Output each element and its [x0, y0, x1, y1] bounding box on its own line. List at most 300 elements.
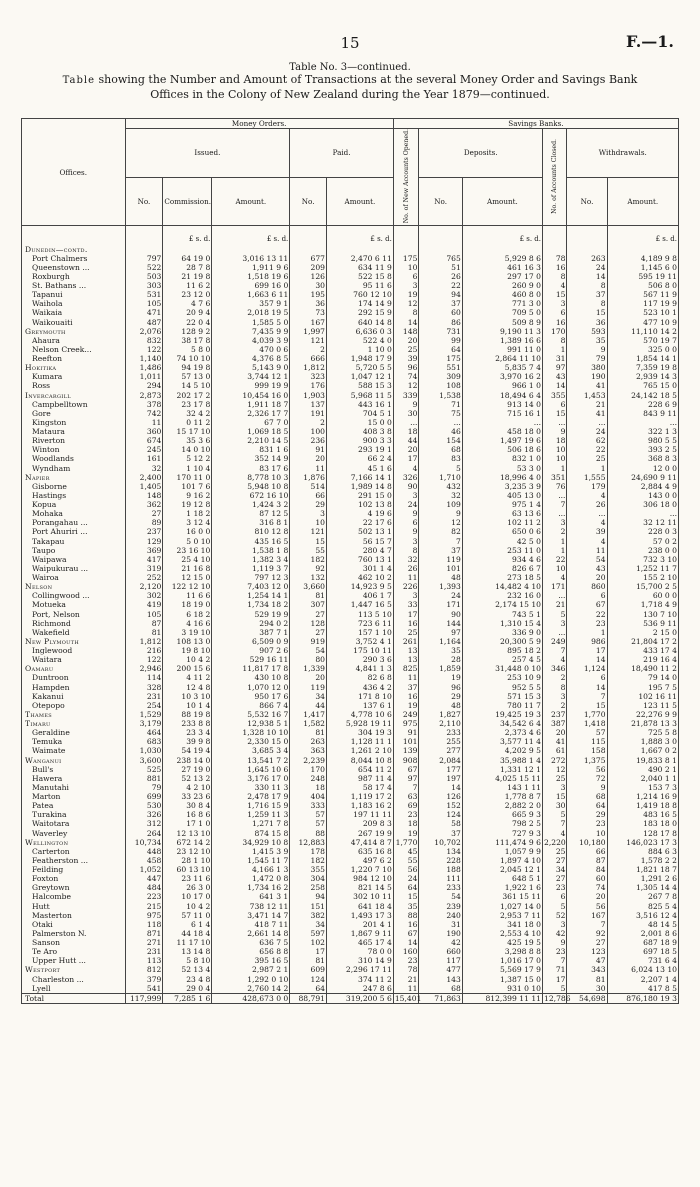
issued-commission-cell: 25 4 10 — [163, 555, 212, 564]
issued-amount-cell: 1,328 10 10 — [212, 728, 290, 737]
issued-commission-cell: 12 15 0 — [163, 573, 212, 582]
accounts-closed-cell: 7 — [543, 646, 567, 655]
withdrawals-amount-cell: 2,884 4 9 — [607, 482, 678, 491]
table-row — [22, 673, 679, 682]
paid-amount-cell: 465 17 4 — [327, 938, 394, 947]
paid-amount-cell: 310 14 9 — [327, 956, 394, 965]
withdrawals-no-cell: 35 — [567, 336, 607, 345]
issued-no-cell: 503 — [125, 272, 163, 281]
issued-commission-cell: 60 13 10 — [163, 865, 212, 874]
issued-commission-cell: 11 6 2 — [163, 281, 212, 290]
paid-amount-cell: 113 5 10 — [327, 610, 394, 619]
accounts-closed-cell: 27 — [543, 874, 567, 883]
units-deposits-amount: £ s. d. — [462, 235, 542, 244]
deposits-amount-cell: 461 16 3 — [462, 263, 542, 272]
accounts-closed-cell: 21 — [543, 600, 567, 609]
table-row — [22, 281, 679, 290]
accounts-closed-cell: 3 — [543, 518, 567, 527]
paid-no-cell: 81 — [290, 728, 327, 737]
withdrawals-no-cell: 1,770 — [567, 710, 607, 719]
paid-amount-cell: 47,414 8 7 — [327, 838, 394, 847]
caption-text: showing the Number and Amount of Transactions at the several Money Order and Savings Bank — [98, 73, 638, 86]
paid-amount-cell: 197 11 11 — [327, 810, 394, 819]
paid-amount-cell: 900 3 3 — [327, 436, 394, 445]
new-accounts-cell: 20 — [393, 336, 419, 345]
deposits-amount-cell: 895 18 2 — [462, 646, 542, 655]
paid-no-cell: 182 — [290, 856, 327, 865]
paid-no-cell: 137 — [290, 400, 327, 409]
issued-amount-cell: 1,663 6 11 — [212, 290, 290, 299]
issued-commission-cell: 4 11 2 — [163, 673, 212, 682]
issued-no-cell: 148 — [125, 491, 163, 500]
issued-no-cell: 683 — [125, 737, 163, 746]
new-accounts-cell: 25 — [393, 628, 419, 637]
total-issued-commission-cell: 7,285 1 6 — [163, 993, 212, 1003]
issued-amount-cell: 7,435 9 9 — [212, 327, 290, 336]
office-name: Te Aro — [22, 947, 126, 956]
table-row — [22, 263, 679, 272]
withdrawals-no-header: No. — [567, 177, 607, 226]
table-row — [22, 363, 679, 372]
office-name: Dunedin—contd. — [22, 245, 126, 254]
paid-no-cell: 3 — [290, 509, 327, 518]
office-name: Kumara — [22, 372, 126, 381]
new-accounts-cell: 64 — [393, 883, 419, 892]
table-row — [22, 491, 679, 500]
withdrawals-amount-cell: 12 0 0 — [607, 464, 678, 473]
withdrawals-amount-cell: 687 18 9 — [607, 938, 678, 947]
deposits-no-cell: 68 — [419, 445, 462, 454]
issued-no-cell: 1,405 — [125, 482, 163, 491]
withdrawals-amount-cell: 3,516 12 4 — [607, 911, 678, 920]
paid-amount-cell: 171 8 10 — [327, 692, 394, 701]
paid-no-cell: 121 — [290, 336, 327, 345]
paid-amount-cell: 588 15 3 — [327, 381, 394, 390]
withdrawals-no-cell: 22 — [567, 610, 607, 619]
accounts-closed-cell: 3 — [543, 920, 567, 929]
table-row — [22, 965, 679, 974]
issued-no-cell: 881 — [125, 774, 163, 783]
new-accounts-header: No. of New Accounts Opened. — [393, 129, 419, 226]
table-row — [22, 345, 679, 354]
paid-amount-cell: 102 13 8 — [327, 500, 394, 509]
issued-commission-cell: 23 17 8 — [163, 400, 212, 409]
withdrawals-no-cell: 39 — [567, 527, 607, 536]
table-caption-line1 — [14, 73, 686, 88]
paid-no-cell — [290, 245, 327, 254]
paid-amount-cell: 5,720 5 5 — [327, 363, 394, 372]
issued-no-cell: 89 — [125, 518, 163, 527]
deposits-amount-cell: 506 18 6 — [462, 445, 542, 454]
new-accounts-cell: 67 — [393, 929, 419, 938]
accounts-closed-cell: 8 — [543, 272, 567, 281]
paid-amount-cell: 5,968 11 5 — [327, 391, 394, 400]
deposits-no-cell: 75 — [419, 409, 462, 418]
issued-no-cell: 1,052 — [125, 865, 163, 874]
deposits-no-cell: 152 — [419, 801, 462, 810]
issued-amount-cell: 470 0 6 — [212, 345, 290, 354]
withdrawals-amount-cell: 11,110 14 2 — [607, 327, 678, 336]
table-row — [22, 975, 679, 984]
withdrawals-amount-header: Amount. — [607, 177, 678, 226]
withdrawals-no-cell: 4 — [567, 491, 607, 500]
table-row — [22, 308, 679, 317]
paid-amount-header: Amount. — [327, 177, 394, 226]
issued-no-cell: 674 — [125, 436, 163, 445]
withdrawals-amount-cell: 48 14 5 — [607, 920, 678, 929]
issued-amount-cell: 1,734 18 2 — [212, 600, 290, 609]
paid-no-cell: 88 — [290, 829, 327, 838]
withdrawals-header: Withdrawals. — [567, 129, 679, 178]
issued-commission-cell: 54 19 4 — [163, 746, 212, 755]
office-name: Otaki — [22, 920, 126, 929]
accounts-closed-cell: 237 — [543, 710, 567, 719]
office-name: Porangahau ... — [22, 518, 126, 527]
office-name: Kopua — [22, 500, 126, 509]
withdrawals-no-cell: 24 — [567, 263, 607, 272]
withdrawals-no-cell: 380 — [567, 363, 607, 372]
withdrawals-amount-cell: 725 5 8 — [607, 728, 678, 737]
table-row — [22, 290, 679, 299]
deposits-amount-cell: 425 19 5 — [462, 938, 542, 947]
office-name: Wellington — [22, 838, 126, 847]
new-accounts-cell: 24 — [393, 874, 419, 883]
paid-amount-cell: 301 1 4 — [327, 564, 394, 573]
issued-amount-cell: 1,119 3 7 — [212, 564, 290, 573]
issued-amount-cell: 1,585 5 0 — [212, 318, 290, 327]
deposits-no-cell: 1,710 — [419, 473, 462, 482]
new-accounts-cell: 14 — [393, 318, 419, 327]
issued-commission-cell: 10 3 10 — [163, 692, 212, 701]
table-row — [22, 883, 679, 892]
accounts-closed-cell: 20 — [543, 728, 567, 737]
paid-amount-cell: 58 17 4 — [327, 783, 394, 792]
paid-amount-cell: 293 19 1 — [327, 445, 394, 454]
issued-no-cell: 3,179 — [125, 719, 163, 728]
new-accounts-cell: 17 — [393, 454, 419, 463]
paid-no-cell: 666 — [290, 354, 327, 363]
office-name: Waitotara — [22, 819, 126, 828]
table-row — [22, 856, 679, 865]
issued-no-cell: 1,011 — [125, 372, 163, 381]
issued-no-cell: 114 — [125, 673, 163, 682]
table-row — [22, 482, 679, 491]
accounts-closed-cell: 23 — [543, 883, 567, 892]
office-name: Waihola — [22, 299, 126, 308]
withdrawals-amount-cell: 1,145 6 0 — [607, 263, 678, 272]
issued-amount-cell: 11,817 17 8 — [212, 664, 290, 673]
withdrawals-amount-cell: 2,001 8 6 — [607, 929, 678, 938]
new-accounts-cell: 249 — [393, 710, 419, 719]
deposits-no-cell: 731 — [419, 327, 462, 336]
issued-no-cell: 27 — [125, 509, 163, 518]
paid-amount-cell: 641 18 4 — [327, 902, 394, 911]
withdrawals-amount-cell: 1,578 2 2 — [607, 856, 678, 865]
paid-amount-cell: 1,183 16 2 — [327, 801, 394, 810]
paid-no-cell: 15 — [290, 537, 327, 546]
issued-no-cell: 326 — [125, 810, 163, 819]
table-row — [22, 783, 679, 792]
paid-amount-cell: 290 3 6 — [327, 655, 394, 664]
issued-amount-cell: 1,424 3 2 — [212, 500, 290, 509]
paid-amount-cell: 635 16 8 — [327, 847, 394, 856]
withdrawals-amount-cell: 195 7 5 — [607, 683, 678, 692]
deposits-no-cell: 99 — [419, 336, 462, 345]
issued-amount-cell: 950 17 6 — [212, 692, 290, 701]
paid-no-cell: 263 — [290, 737, 327, 746]
deposits-no-cell: 240 — [419, 911, 462, 920]
deposits-no-cell: 10,702 — [419, 838, 462, 847]
issued-no-cell: 448 — [125, 847, 163, 856]
issued-commission-cell: 94 19 8 — [163, 363, 212, 372]
deposits-no-cell: 228 — [419, 856, 462, 865]
table-row — [22, 701, 679, 710]
withdrawals-no-cell: 84 — [567, 865, 607, 874]
issued-no-cell: 2,873 — [125, 391, 163, 400]
issued-no-cell: 231 — [125, 692, 163, 701]
issued-header: Issued. — [125, 129, 290, 178]
paid-amount-cell: 201 4 1 — [327, 920, 394, 929]
withdrawals-amount-cell: 1,419 18 8 — [607, 801, 678, 810]
issued-no-cell: 531 — [125, 290, 163, 299]
issued-commission-cell: 33 23 6 — [163, 792, 212, 801]
deposits-no-cell: 154 — [419, 436, 462, 445]
new-accounts-cell: 18 — [393, 427, 419, 436]
accounts-closed-cell: 272 — [543, 756, 567, 765]
deposits-amount-cell: 405 13 0 — [462, 491, 542, 500]
paid-amount-cell: 462 10 2 — [327, 573, 394, 582]
table-row — [22, 911, 679, 920]
issued-amount-cell: 636 7 5 — [212, 938, 290, 947]
accounts-closed-cell: 15 — [543, 409, 567, 418]
paid-no-cell: 919 — [290, 637, 327, 646]
new-accounts-cell: 91 — [393, 728, 419, 737]
office-name: Port, Nelson — [22, 610, 126, 619]
withdrawals-no-cell: ... — [567, 418, 607, 427]
deposits-no-cell: 48 — [419, 573, 462, 582]
units-withdrawals-amount: £ s. d. — [607, 235, 678, 244]
deposits-amount-cell: 991 11 0 — [462, 345, 542, 354]
deposits-no-cell: 239 — [419, 902, 462, 911]
withdrawals-no-cell: 10,180 — [567, 838, 607, 847]
office-name: Collingwood ... — [22, 591, 126, 600]
new-accounts-cell: 3 — [393, 591, 419, 600]
paid-no-cell: 2,239 — [290, 756, 327, 765]
withdrawals-no-cell: 67 — [567, 600, 607, 609]
accounts-closed-cell: 10 — [543, 445, 567, 454]
table-row — [22, 829, 679, 838]
table-title — [14, 62, 686, 102]
deposits-amount-cell: 650 0 6 — [462, 527, 542, 536]
issued-no-cell: 379 — [125, 975, 163, 984]
paid-no-cell: 57 — [290, 810, 327, 819]
withdrawals-amount-cell: 123 11 5 — [607, 701, 678, 710]
issued-commission-cell: 170 11 0 — [163, 473, 212, 482]
withdrawals-amount-cell: 228 0 3 — [607, 527, 678, 536]
paid-header: Paid. — [290, 129, 394, 178]
deposits-amount-cell: 1,016 17 0 — [462, 956, 542, 965]
withdrawals-amount-cell: 1,718 4 9 — [607, 600, 678, 609]
issued-amount-cell: 395 16 5 — [212, 956, 290, 965]
issued-no-cell: 378 — [125, 400, 163, 409]
table-row — [22, 947, 679, 956]
deposits-amount-cell: 253 11 0 — [462, 546, 542, 555]
issued-commission-cell: 74 10 10 — [163, 354, 212, 363]
withdrawals-amount-cell: 1,854 14 1 — [607, 354, 678, 363]
deposits-amount-cell: 18,996 4 0 — [462, 473, 542, 482]
withdrawals-no-cell: 9 — [567, 783, 607, 792]
deposits-no-cell: 90 — [419, 610, 462, 619]
withdrawals-amount-cell: 306 18 0 — [607, 500, 678, 509]
withdrawals-amount-cell: 843 9 11 — [607, 409, 678, 418]
office-name: Greytown — [22, 883, 126, 892]
issued-commission-cell: 108 13 0 — [163, 637, 212, 646]
paid-amount-cell: 640 14 8 — [327, 318, 394, 327]
deposits-amount-cell: 743 5 1 — [462, 610, 542, 619]
withdrawals-amount-cell: 1,667 0 2 — [607, 746, 678, 755]
office-name: Feilding — [22, 865, 126, 874]
withdrawals-no-cell: 26 — [567, 500, 607, 509]
accounts-closed-cell: 1 — [543, 464, 567, 473]
accounts-closed-cell: 7 — [543, 956, 567, 965]
deposits-no-cell: 111 — [419, 874, 462, 883]
issued-no-cell: 2,400 — [125, 473, 163, 482]
accounts-closed-cell: 25 — [543, 847, 567, 856]
paid-amount-cell: 1,867 9 11 — [327, 929, 394, 938]
issued-commission-cell: 23 12 0 — [163, 290, 212, 299]
deposits-no-cell: 86 — [419, 318, 462, 327]
issued-commission-cell: 28 7 8 — [163, 263, 212, 272]
paid-no-cell: 27 — [290, 628, 327, 637]
table-row — [22, 984, 679, 994]
accounts-closed-cell: 5 — [543, 810, 567, 819]
issued-commission-cell: 233 8 8 — [163, 719, 212, 728]
paid-no-cell: 404 — [290, 792, 327, 801]
office-name: Inglewood — [22, 646, 126, 655]
paid-amount-cell: 2,296 17 11 — [327, 965, 394, 974]
deposits-no-cell: 19 — [419, 673, 462, 682]
deposits-amount-cell: 709 5 0 — [462, 308, 542, 317]
office-name: Otepopo — [22, 701, 126, 710]
issued-amount-cell: 430 10 8 — [212, 673, 290, 682]
withdrawals-no-cell: 15 — [567, 308, 607, 317]
new-accounts-cell: 30 — [393, 409, 419, 418]
office-name: Duntroon — [22, 673, 126, 682]
accounts-closed-cell: 2 — [543, 673, 567, 682]
accounts-closed-cell: 22 — [543, 555, 567, 564]
table-row — [22, 728, 679, 737]
deposits-amount-cell: 63 13 6 — [462, 509, 542, 518]
issued-amount-cell: 1,382 3 4 — [212, 555, 290, 564]
issued-no-cell: 216 — [125, 646, 163, 655]
withdrawals-amount-cell: 102 16 11 — [607, 692, 678, 701]
deposits-amount-cell: 35,988 1 4 — [462, 756, 542, 765]
deposits-no-cell: 96 — [419, 683, 462, 692]
paid-no-cell: 36 — [290, 299, 327, 308]
withdrawals-amount-cell: 570 19 7 — [607, 336, 678, 345]
paid-no-cell: 1,997 — [290, 327, 327, 336]
paid-no-cell: 124 — [290, 975, 327, 984]
issued-amount-cell: 866 7 4 — [212, 701, 290, 710]
new-accounts-cell: 148 — [393, 327, 419, 336]
office-name: Greymouth — [22, 327, 126, 336]
issued-commission-cell: 38 17 8 — [163, 336, 212, 345]
deposits-amount-cell: 143 1 11 — [462, 783, 542, 792]
issued-commission-cell: 23 11 6 — [163, 874, 212, 883]
deposits-amount-cell: 31,448 0 10 — [462, 664, 542, 673]
issued-amount-cell: 13,541 7 2 — [212, 756, 290, 765]
accounts-closed-cell: ... — [543, 491, 567, 500]
office-name: Kakanui — [22, 692, 126, 701]
withdrawals-amount-cell: 24,142 18 5 — [607, 391, 678, 400]
paid-amount-cell: 78 0 0 — [327, 947, 394, 956]
withdrawals-no-cell: 41 — [567, 381, 607, 390]
table-row — [22, 445, 679, 454]
office-name: Geraldine — [22, 728, 126, 737]
new-accounts-cell: 908 — [393, 756, 419, 765]
deposits-amount-cell: 232 16 0 — [462, 591, 542, 600]
table-row — [22, 500, 679, 509]
accounts-closed-cell: 52 — [543, 911, 567, 920]
deposits-no-header: No. — [419, 177, 462, 226]
issued-amount-cell: 699 16 0 — [212, 281, 290, 290]
issued-commission-cell: 5 8 10 — [163, 956, 212, 965]
paid-no-cell: 195 — [290, 290, 327, 299]
accounts-closed-cell: 7 — [543, 819, 567, 828]
issued-no-cell: 87 — [125, 619, 163, 628]
paid-amount-cell: 4 19 6 — [327, 509, 394, 518]
paid-no-cell: 57 — [290, 819, 327, 828]
issued-commission-cell: 5 12 2 — [163, 454, 212, 463]
paid-amount-cell: 497 6 2 — [327, 856, 394, 865]
withdrawals-no-cell: 11 — [567, 546, 607, 555]
withdrawals-amount-cell: 1,252 11 7 — [607, 564, 678, 573]
issued-no-cell: 471 — [125, 308, 163, 317]
paid-amount-cell: 1 10 0 — [327, 345, 394, 354]
table-row — [22, 354, 679, 363]
accounts-closed-cell: 15 — [543, 792, 567, 801]
deposits-no-cell: 82 — [419, 527, 462, 536]
withdrawals-no-cell: 1 — [567, 464, 607, 473]
issued-commission-cell — [163, 245, 212, 254]
deposits-no-cell: 124 — [419, 810, 462, 819]
new-accounts-cell: 15 — [393, 892, 419, 901]
issued-commission-cell: 4 2 10 — [163, 783, 212, 792]
withdrawals-no-cell: 74 — [567, 883, 607, 892]
table-body — [22, 226, 679, 1004]
withdrawals-amount-cell: 2 15 0 — [607, 628, 678, 637]
deposits-no-cell: 60 — [419, 308, 462, 317]
table-row — [22, 555, 679, 564]
issued-no-cell: 223 — [125, 892, 163, 901]
issued-no-cell: 271 — [125, 938, 163, 947]
deposits-amount-cell: 460 8 0 — [462, 290, 542, 299]
issued-amount-cell: 34,929 10 8 — [212, 838, 290, 847]
deposits-no-cell: 119 — [419, 555, 462, 564]
issued-commission-cell: 10 4 2 — [163, 655, 212, 664]
office-name: Nelson — [22, 582, 126, 591]
caption-lead: Table — [62, 75, 95, 86]
new-accounts-cell: 8 — [393, 546, 419, 555]
issued-amount-cell: 1,415 3 9 — [212, 847, 290, 856]
issued-no-cell: 105 — [125, 610, 163, 619]
total-label: Total — [22, 993, 126, 1003]
deposits-no-cell: 175 — [419, 354, 462, 363]
total-withdrawals-no-cell: 54,698 — [567, 993, 607, 1003]
issued-amount-cell: 1,259 11 3 — [212, 810, 290, 819]
deposits-no-cell: 31 — [419, 920, 462, 929]
deposits-no-cell: 551 — [419, 363, 462, 372]
